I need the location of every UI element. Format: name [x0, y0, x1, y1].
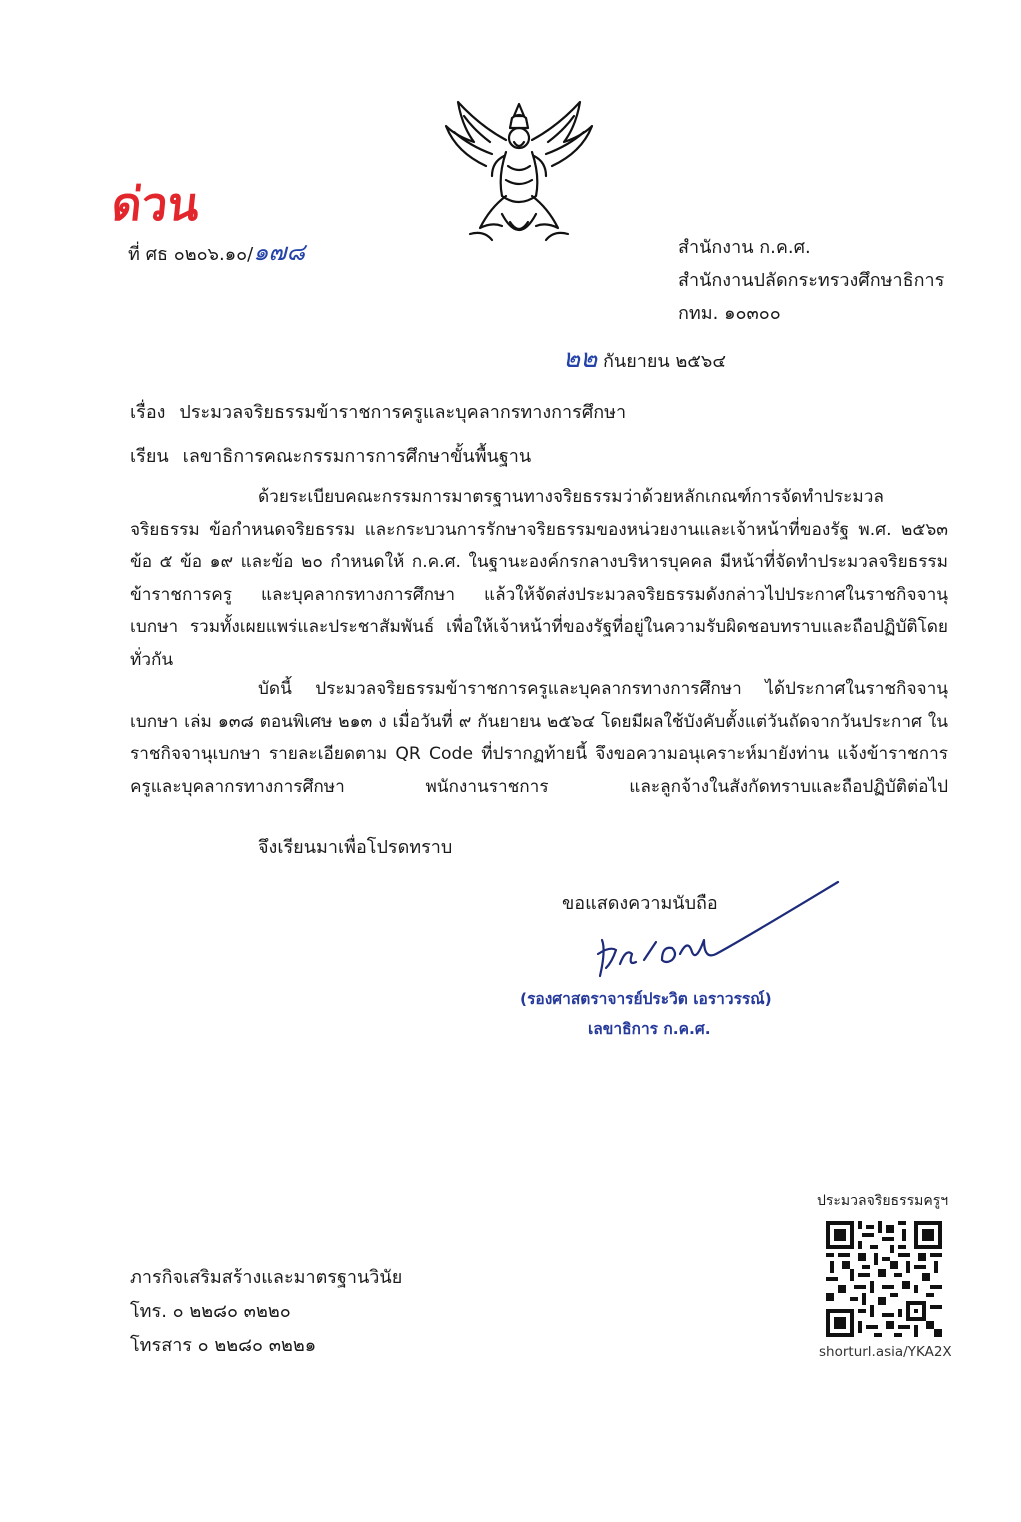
body-paragraph-1: [130, 481, 948, 676]
document-number: [128, 232, 305, 271]
body-paragraph-2: [130, 673, 948, 803]
paragraph-2-line-4: แจ้งข้าราชการครูและบุคลากรทางการศึกษา พนักงานราชการ และลูกจ้างในสังกัดทราบและถือปฏิบัติต่อไป: [130, 744, 948, 797]
regards-line: ขอแสดงความนับถือ: [562, 893, 718, 914]
closing-line: จึงเรียนมาเพื่อโปรดทราบ: [258, 837, 453, 858]
footer-phone: โทร. ๐ ๒๒๘๐ ๓๒๒๐: [130, 1301, 291, 1322]
qr-url[interactable]: shorturl.asia/YKA2X: [819, 1344, 952, 1360]
salutation-text: เลขาธิการคณะกรรมการการศึกษาขั้นพื้นฐาน: [182, 446, 532, 467]
salutation-label: เรียน: [130, 446, 169, 467]
date-day-handwritten: ๒๒: [563, 344, 598, 374]
footer-fax: โทรสาร ๐ ๒๒๘๐ ๓๒๒๑: [130, 1335, 317, 1356]
subject-label: เรื่อง: [130, 402, 166, 423]
garuda-emblem-icon: [440, 96, 598, 252]
qr-code-icon[interactable]: [826, 1221, 942, 1337]
paragraph-2-line-3: ในราชกิจจานุเบกษา รายละเอียดตาม QR Code ที่ปรากฏท้ายนี้ จึงขอความอนุเคราะห์มายังท่าน: [130, 711, 949, 764]
signer-position: เลขาธิการ ก.ค.ศ.: [588, 1020, 711, 1038]
subject-line: [130, 397, 626, 426]
paragraph-1-line-5: รวมทั้งเผยแพร่และประชาสัมพันธ์ เพื่อให้เจ้าหน้าที่ของรัฐที่อยู่ในความรับผิดชอบทราบและถือปฏิบัติโดยทั่วกัน: [130, 617, 948, 670]
paragraph-1-line-4: และบุคลากรทางการศึกษา แล้วให้จัดส่งประมวลจริยธรรมดังกล่าวไปประกาศในราชกิจจานุเบกษา: [130, 584, 948, 637]
sender-address-line1: สำนักงาน ก.ค.ศ.: [678, 237, 811, 258]
signer-name: (รองศาสตราจารย์ประวิต เอราวรรณ์): [520, 990, 772, 1008]
paragraph-1-line-2: ข้อกำหนดจริยธรรม และกระบวนการรักษาจริยธรรมของหน่วยงานและเจ้าหน้าที่ของรัฐ พ.ศ. ๒๕๖๓ ข้อ ๕ ข้อ ๑๙: [130, 519, 948, 572]
paragraph-1-line-1: ด้วยระเบียบคณะกรรมการมาตรฐานทางจริยธรรมว่าด้วยหลักเกณฑ์การจัดทำประมวลจริยธรรม: [130, 487, 884, 540]
document-number-label: ที่ ศธ ๐๒๐๖.๑๐/: [128, 244, 254, 265]
paragraph-2-line-1: บัดนี้ ประมวลจริยธรรมข้าราชการครูและบุคลากรทางการศึกษา ได้ประกาศในราชกิจจานุเบกษา: [130, 679, 948, 732]
handwritten-signature-icon: [592, 880, 842, 990]
qr-caption: ประมวลจริยธรรมครูฯ: [817, 1193, 949, 1209]
footer-department: ภารกิจเสริมสร้างและมาตรฐานวินัย: [130, 1267, 403, 1288]
subject-text: ประมวลจริยธรรมข้าราชการครูและบุคลากรทางการศึกษา: [179, 402, 627, 423]
document-number-handwritten: ๑๗๘: [253, 238, 305, 266]
paragraph-2-line-2: เล่ม ๑๓๘ ตอนพิเศษ ๒๑๓ ง เมื่อวันที่ ๙ กันยายน ๒๕๖๔ โดยมีผลใช้บังคับตั้งแต่วันถัดจากวันประกาศ: [184, 711, 922, 732]
salutation-line: [130, 441, 531, 470]
urgency-stamp: ด่วน: [109, 177, 203, 231]
sender-address-line3: กทม. ๑๐๓๐๐: [678, 303, 781, 324]
date-month-year: กันยายน ๒๕๖๔: [603, 351, 726, 372]
letter-date: [563, 338, 726, 379]
sender-address-line2: สำนักงานปลัดกระทรวงศึกษาธิการ: [678, 270, 945, 291]
paragraph-1-line-3: และข้อ ๒๐ กำหนดให้ ก.ค.ศ. ในฐานะองค์กรกลางบริหารบุคคล มีหน้าที่จัดทำประมวลจริยธรรมข้าราชการครู: [130, 552, 948, 605]
